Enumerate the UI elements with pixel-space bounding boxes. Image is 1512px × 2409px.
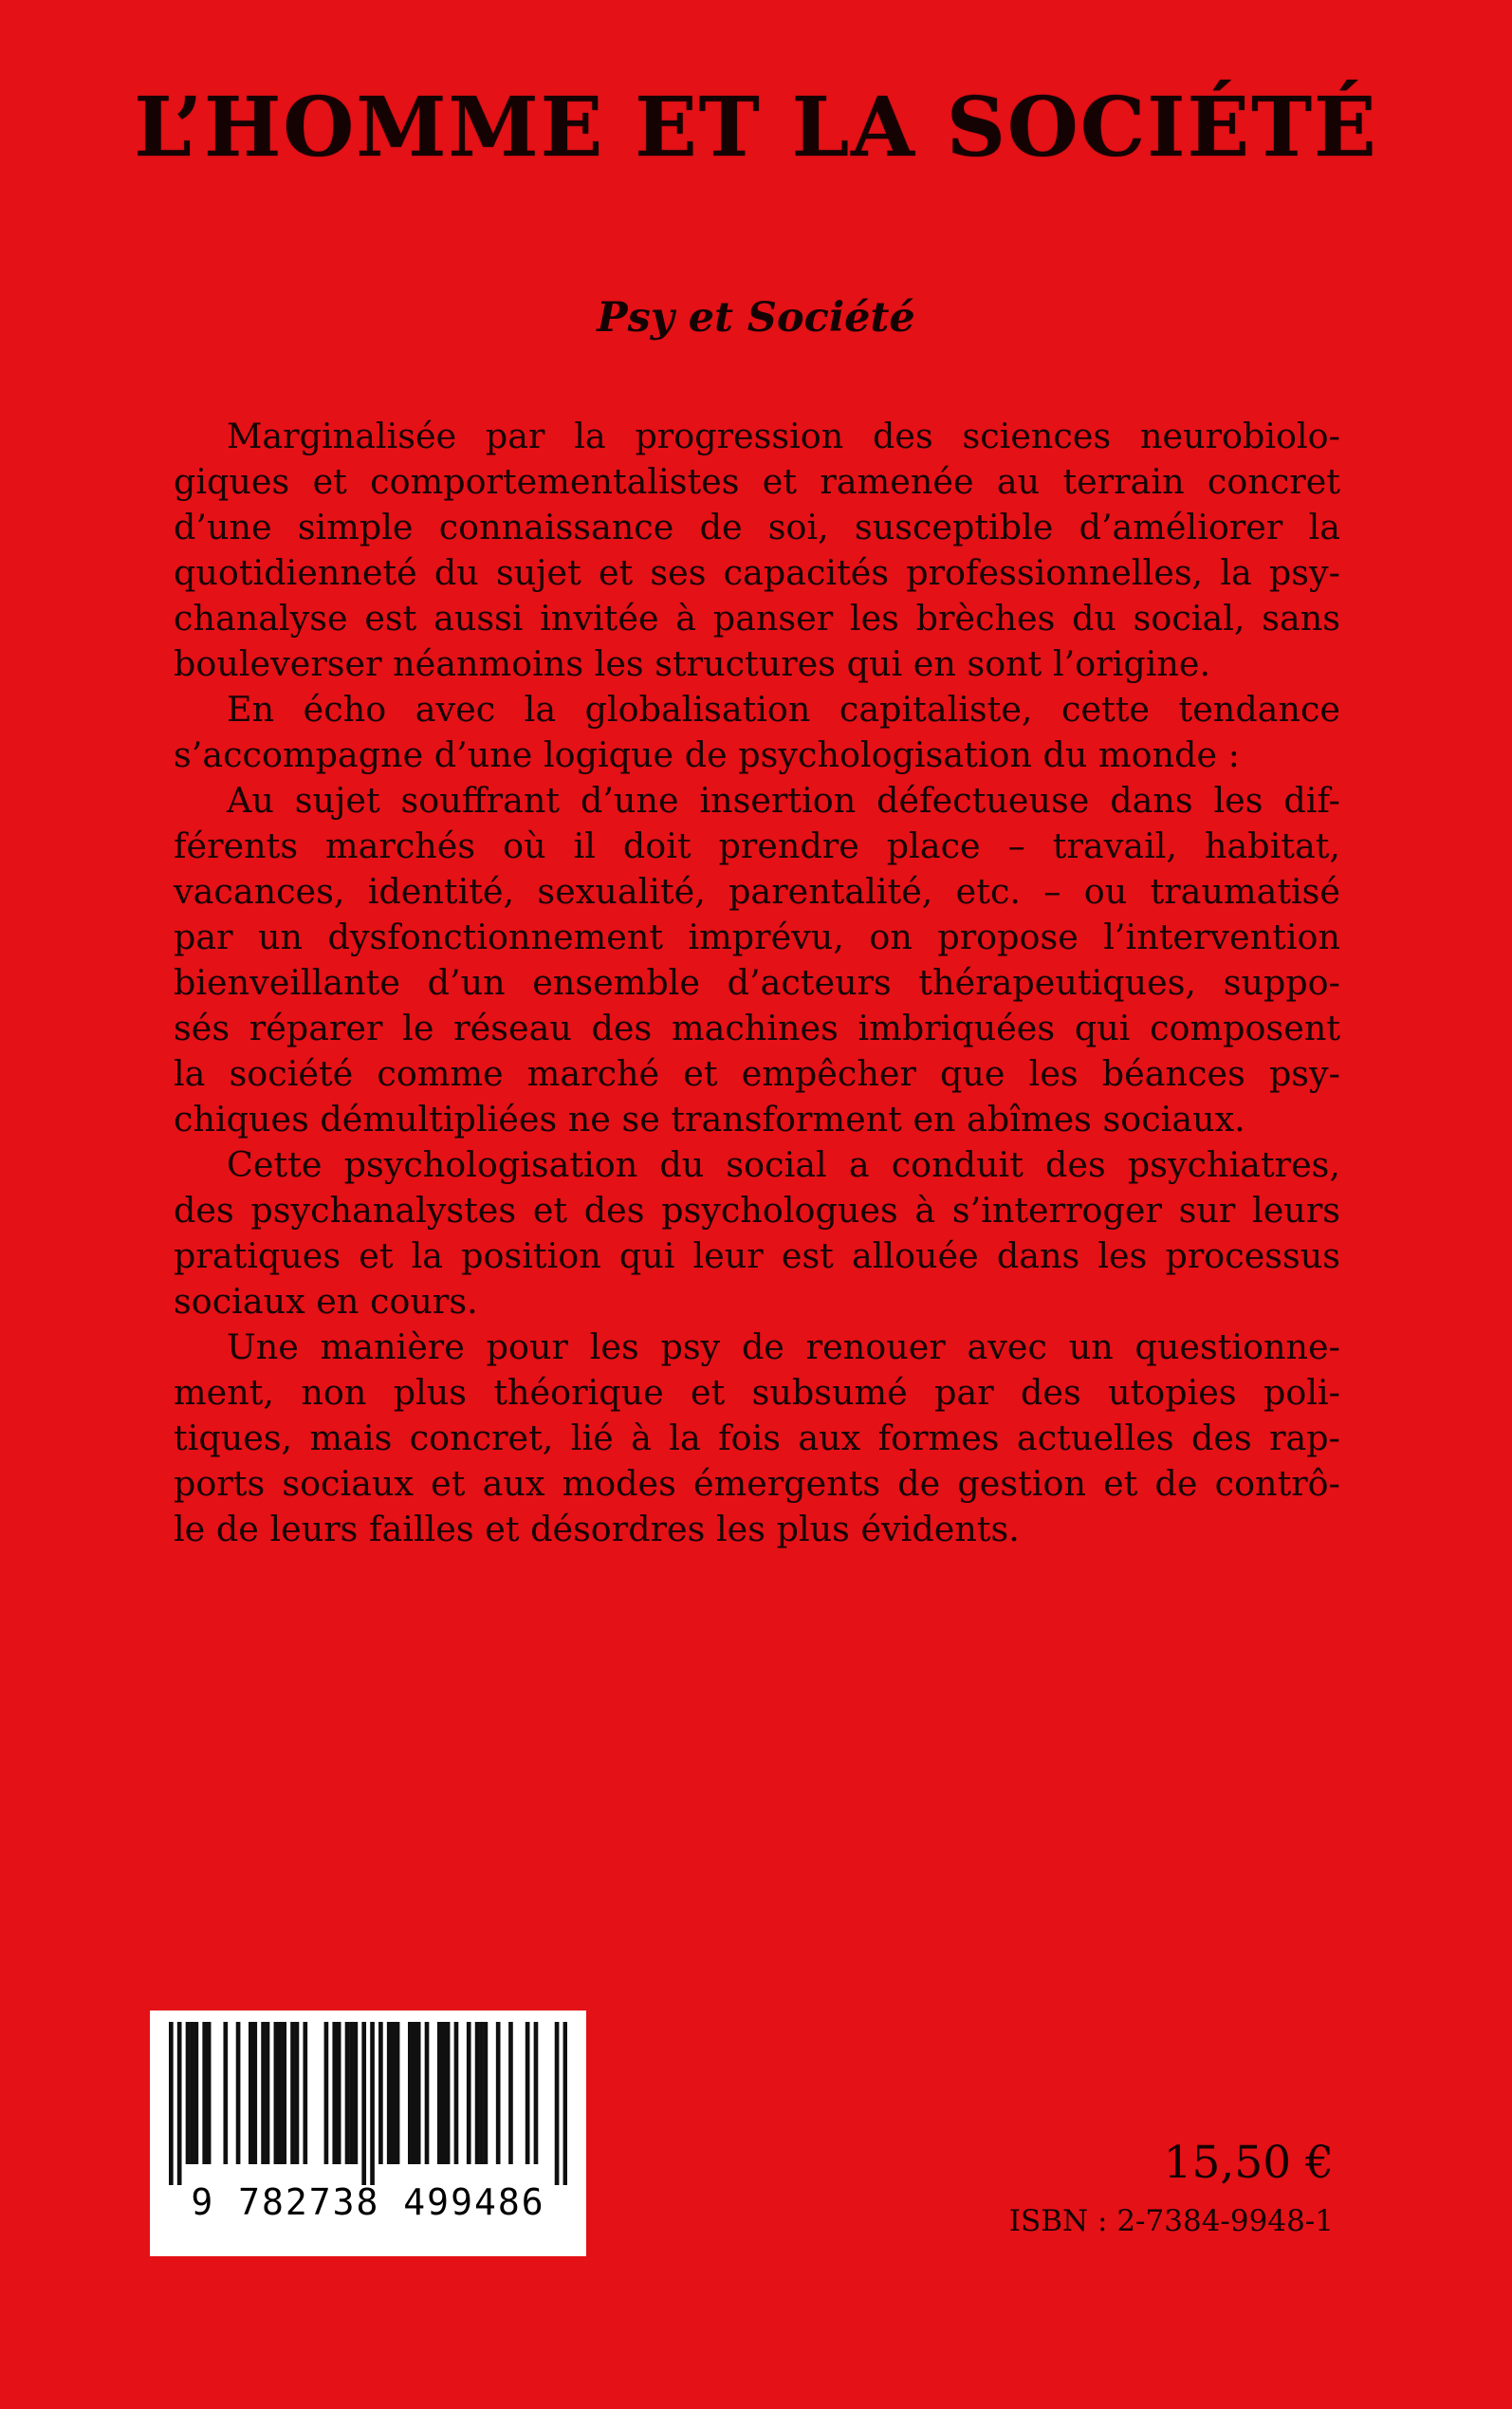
blurb-line: sés réparer le réseau des machines imbriquées qui composent bbox=[174, 1008, 1340, 1048]
blurb-line: bouleverser néanmoins les structures qui en sont l’origine. bbox=[174, 643, 1211, 684]
blurb-line: la société comme marché et empêcher que les béances psy- bbox=[174, 1053, 1340, 1094]
blurb-line: pratiques et la position qui leur est allouée dans les processus bbox=[174, 1235, 1340, 1276]
blurb-line: chiques démultipliées ne se transforment en abîmes sociaux. bbox=[174, 1099, 1245, 1140]
blurb-line: giques et comportementalistes et ramenée au terrain concret bbox=[174, 461, 1340, 502]
blurb-line: Cette psychologisation du social a conduit des psychiatres, bbox=[227, 1144, 1340, 1185]
barcode-number: 9 782738 499486 bbox=[191, 2181, 545, 2223]
blurb-line: Au sujet souffrant d’une insertion défectueuse dans les dif- bbox=[227, 780, 1340, 821]
blurb-line: le de leurs failles et désordres les plus évidents. bbox=[174, 1509, 1020, 1549]
isbn: ISBN : 2-7384-9948-1 bbox=[1008, 2204, 1334, 2238]
blurb-line: des psychanalystes et des psychologues à s’interroger sur leurs bbox=[174, 1190, 1340, 1231]
blurb-line: sociaux en cours. bbox=[174, 1281, 478, 1322]
blurb-line: chanalyse est aussi invitée à panser les brèches du social, sans bbox=[174, 598, 1340, 639]
blurb-line: bienveillante d’un ensemble d’acteurs thérapeutiques, suppo- bbox=[174, 962, 1340, 1003]
blurb-line: férents marchés où il doit prendre place – travail, habitat, bbox=[174, 825, 1340, 866]
price-isbn-block bbox=[1009, 2137, 1334, 2238]
blurb-line: vacances, identité, sexualité, parentalité, etc. – ou traumatisé bbox=[174, 871, 1340, 912]
blurb-line: quotidienneté du sujet et ses capacités professionnelles, la psy- bbox=[174, 552, 1340, 593]
blurb-line: tiques, mais concret, lié à la fois aux formes actuelles des rap- bbox=[174, 1418, 1340, 1458]
barcode-bars-icon bbox=[169, 2022, 567, 2185]
barcode bbox=[150, 2011, 586, 2256]
series-subtitle: Psy et Société bbox=[597, 294, 915, 342]
blurb-line: par un dysfonctionnement imprévu, on propose l’intervention bbox=[174, 917, 1340, 957]
blurb-line: Une manière pour les psy de renouer avec un questionne- bbox=[227, 1326, 1340, 1367]
price: 15,50 € bbox=[1163, 2137, 1334, 2189]
blurb-line: d’une simple connaissance de soi, susceptible d’améliorer la bbox=[174, 507, 1340, 547]
blurb-line: En écho avec la globalisation capitaliste, cette tendance bbox=[227, 689, 1340, 730]
collection-title: L’HOMME ET LA SOCIÉTÉ bbox=[134, 80, 1378, 176]
blurb bbox=[174, 414, 1340, 1552]
blurb-line: Marginalisée par la progression des sciences neurobiolo- bbox=[227, 416, 1340, 456]
blurb-line: ports sociaux et aux modes émergents de gestion et de contrô- bbox=[174, 1463, 1340, 1504]
blurb-line: s’accompagne d’une logique de psychologisation du monde : bbox=[174, 734, 1240, 775]
blurb-line: ment, non plus théorique et subsumé par des utopies poli- bbox=[174, 1372, 1340, 1413]
